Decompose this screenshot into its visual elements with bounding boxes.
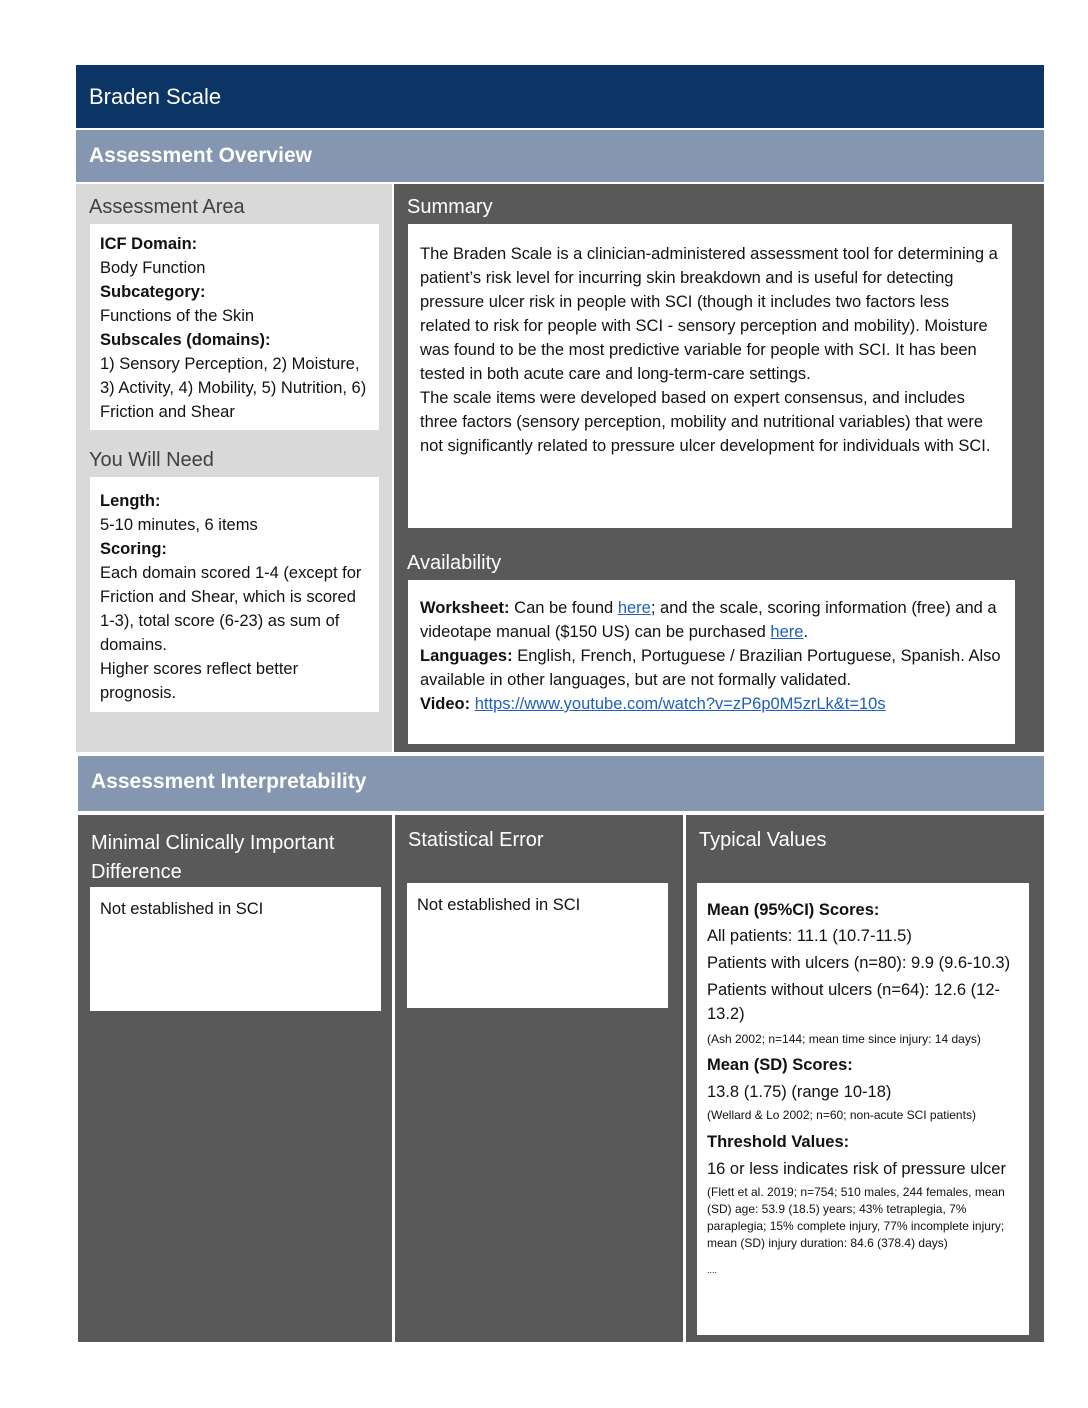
statistical-error-panel	[395, 815, 683, 1342]
languages-value: English, French, Portuguese / Brazilian Portuguese, Spanish. Also available in other languages, but are not formally validated.	[420, 647, 1001, 689]
statistical-error-heading: Statistical Error	[408, 829, 544, 851]
section-title-interpretability: Assessment Interpretability	[91, 770, 367, 793]
mean-ci-label: Mean (95%CI) Scores:	[707, 901, 880, 919]
summary-card	[408, 224, 1012, 528]
summary-paragraph-2: The scale items were developed based on expert consensus, and includes three factors (sensory perception, mobility and nutritional variables) that were not significantly related to pressure ulcer development for individuals with SCI.	[420, 389, 991, 455]
mcid-panel	[78, 815, 392, 1342]
summary-heading: Summary	[407, 196, 493, 218]
worksheet-text-1: Can be found	[509, 599, 618, 617]
worksheet-text-3: .	[803, 623, 809, 641]
typical-values-panel	[686, 815, 1044, 1342]
subcategory-label: Subcategory:	[100, 283, 206, 301]
worksheet-text-2: ; and the scale, scoring information (free) and a videotape manual ($150 US) can be purchased	[420, 599, 997, 641]
assessment-area-card	[90, 224, 379, 430]
worksheet-line	[420, 596, 1003, 644]
without-ulcers-value: Patients without ulcers (n=64): 12.6 (12-13.2)	[707, 981, 1001, 1023]
languages-label: Languages:	[420, 647, 513, 665]
length-label: Length:	[100, 492, 161, 510]
video-line	[420, 692, 1003, 716]
video-link[interactable]: https://www.youtube.com/watch?v=zP6p0M5zrLk&t=10s	[474, 695, 886, 713]
scoring-note: Higher scores reflect better prognosis.	[100, 660, 299, 702]
mcid-heading: Minimal Clinically Important Difference	[91, 832, 335, 883]
page-title: Braden Scale	[89, 84, 222, 109]
worksheet-label: Worksheet:	[420, 599, 510, 617]
mean-sd-label: Mean (SD) Scores:	[707, 1056, 853, 1074]
mcid-value: Not established in SCI	[100, 900, 264, 918]
scoring-label: Scoring:	[100, 540, 167, 558]
statistical-error-card	[407, 883, 668, 1008]
threshold-label: Threshold Values:	[707, 1133, 850, 1151]
mcid-card	[90, 887, 381, 1011]
you-will-need-heading: You Will Need	[89, 449, 214, 471]
worksheet-link-2[interactable]: here	[770, 623, 804, 641]
assessment-area-panel	[76, 184, 392, 752]
reference-wellard-lo-2002: (Wellard & Lo 2002; n=60; non-acute SCI patients)	[707, 1108, 976, 1122]
subscales-value: 1) Sensory Perception, 2) Moisture, 3) Activity, 4) Mobility, 5) Nutrition, 6) Friction and Shear	[100, 355, 367, 421]
reference-ash-2002: (Ash 2002; n=144; mean time since injury: 14 days)	[707, 1032, 981, 1046]
summary-paragraph-1: The Braden Scale is a clinician-administered assessment tool for determining a patient’s risk level for incurring skin breakdown and is useful for detecting pressure ulcer risk in people with SCI (though it includes two factors less related to risk for people with SCI - sensory perception and mobility). Moisture was found to be the most predictive variable for people with SCI. It has been tested in both acute care and long-term-care settings.	[420, 245, 998, 383]
worksheet-link-1[interactable]: here	[617, 599, 651, 617]
length-value: 5-10 minutes, 6 items	[100, 516, 258, 534]
assessment-area-heading: Assessment Area	[89, 196, 245, 218]
scoring-value: Each domain scored 1-4 (except for Friction and Shear, which is scored 1-3), total score (6-23) as sum of domains.	[100, 564, 362, 654]
all-patients-value: All patients: 11.1 (10.7-11.5)	[707, 927, 912, 945]
you-will-need-card	[90, 477, 379, 712]
section-bar-interpretability	[78, 756, 1044, 811]
statistical-error-value: Not established in SCI	[417, 896, 581, 914]
typical-values-heading: Typical Values	[699, 829, 827, 851]
subcategory-value: Functions of the Skin	[100, 307, 255, 325]
subscales-label: Subscales (domains):	[100, 331, 271, 349]
mean-sd-value: 13.8 (1.75) (range 10-18)	[707, 1083, 892, 1101]
title-bar	[76, 65, 1044, 128]
availability-card	[408, 580, 1015, 744]
icf-value: Body Function	[100, 259, 206, 277]
ellipsis: ....	[707, 1265, 718, 1275]
threshold-value: 16 or less indicates risk of pressure ulcer	[707, 1160, 1006, 1178]
summary-panel	[394, 184, 1044, 752]
typical-values-card	[697, 883, 1029, 1335]
section-bar-overview	[76, 130, 1044, 182]
reference-flett-2019: (Flett et al. 2019; n=754; 510 males, 244 females, mean (SD) age: 53.9 (18.5) years; 43% tetraplegia, 7% paraplegia; 15% complete injury, 77% incomplete injury; mean (SD) injury duration: 84.6 (378.4) days)	[707, 1185, 1005, 1250]
video-label: Video:	[420, 695, 471, 713]
with-ulcers-value: Patients with ulcers (n=80): 9.9 (9.6-10.3)	[707, 954, 1011, 972]
section-title-overview: Assessment Overview	[89, 144, 312, 167]
languages-line	[420, 644, 1003, 692]
icf-label: ICF Domain:	[100, 235, 198, 253]
availability-heading: Availability	[407, 552, 502, 574]
